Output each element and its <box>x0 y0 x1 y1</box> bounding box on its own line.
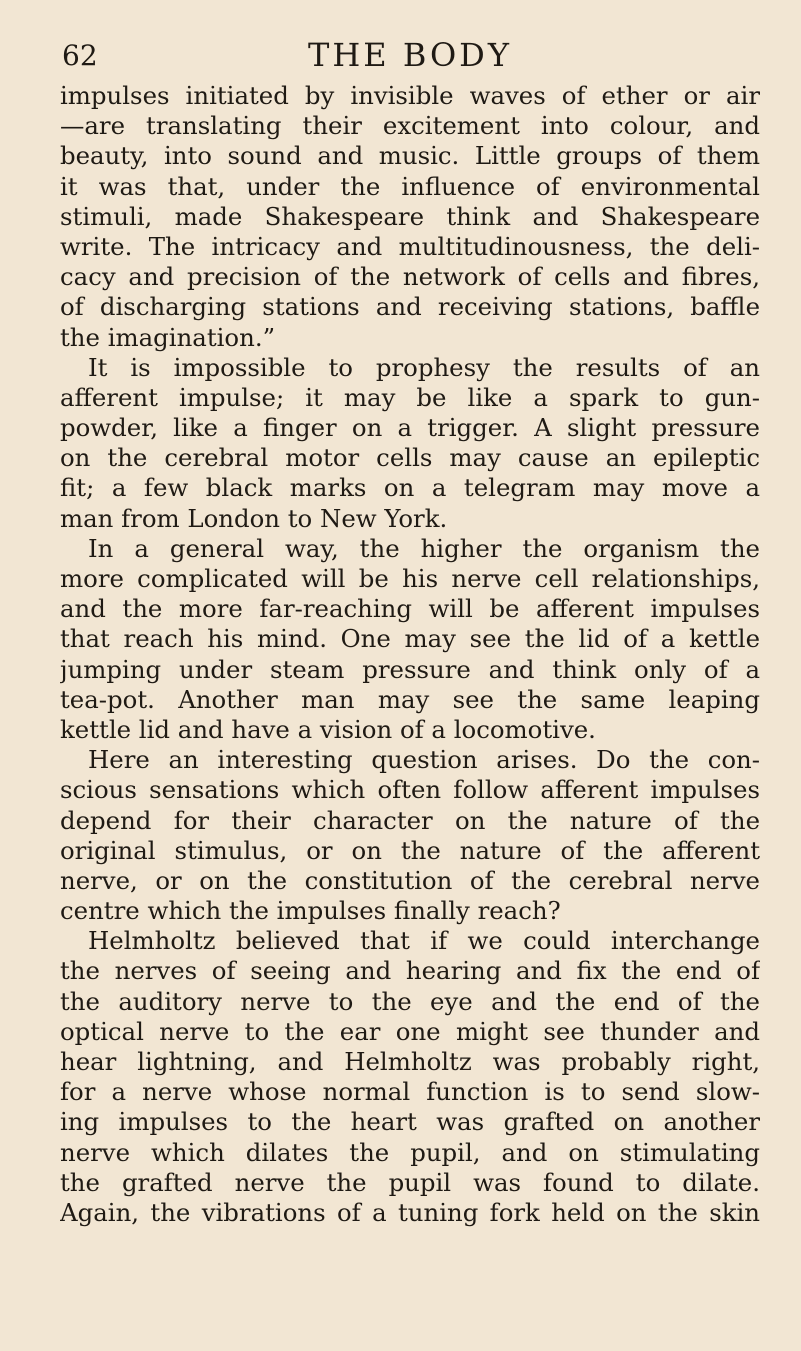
text-line: nerve which dilates the pupil, and on stimulating <box>60 1137 760 1167</box>
text-line: and the more far-reaching will be afferent impulses <box>60 594 760 624</box>
text-line: impulses initiated by invisible waves of ether or air <box>60 81 760 110</box>
text-line: jumping under steam pressure and think only of a <box>60 654 760 684</box>
text-line: the grafted nerve the pupil was found to dilate. <box>60 1167 760 1197</box>
text-line: on the cerebral motor cells may cause an epileptic <box>60 443 760 473</box>
text-line: depend for their character on the nature of the <box>60 805 760 835</box>
text-line: afferent impulse; it may be like a spark to gun- <box>60 382 760 412</box>
text-line: stimuli, made Shakespeare think and Shakespeare <box>60 201 760 231</box>
text-line: that reach his mind. One may see the lid of a kettle <box>60 624 760 654</box>
text-line: the auditory nerve to the eye and the end of the <box>60 986 760 1016</box>
text-line: man from London to New York. <box>60 503 448 533</box>
text-line: powder, like a finger on a trigger. A slight pressure <box>60 413 760 443</box>
text-line: cacy and precision of the network of cells and fibres, <box>60 262 760 292</box>
text-line: ing impulses to the heart was grafted on another <box>60 1107 760 1137</box>
text-line: centre which the impulses finally reach? <box>60 896 561 926</box>
text-line: —are translating their excitement into colour, and <box>60 111 760 141</box>
text-line: original stimulus, or on the nature of the afferent <box>60 835 760 865</box>
text-line: Again, the vibrations of a tuning fork held on the skin <box>60 1197 760 1227</box>
text-line: Helmholtz believed that if we could interchange <box>88 926 760 956</box>
text-line: Here an interesting question arises. Do the con- <box>88 745 760 775</box>
text-line: tea-pot. Another man may see the same leaping <box>60 684 760 714</box>
text-line: optical nerve to the ear one might see thunder and <box>60 1016 760 1046</box>
text-line: It is impossible to prophesy the results of an <box>88 352 760 382</box>
text-line: it was that, under the influence of environmental <box>60 171 760 201</box>
text-line: beauty, into sound and music. Little groups of them <box>60 141 760 171</box>
text-line: fit; a few black marks on a telegram may move a <box>60 473 760 503</box>
text-line: kettle lid and have a vision of a locomotive. <box>60 714 596 744</box>
page-number: 62 <box>62 39 98 72</box>
text-line: the imagination.” <box>60 322 276 352</box>
body-text <box>60 81 760 1228</box>
running-title: THE BODY <box>308 36 512 74</box>
text-line: nerve, or on the constitution of the cerebral nerve <box>60 865 760 895</box>
text-line: for a nerve whose normal function is to send slow- <box>60 1077 760 1107</box>
text-line: write. The intricacy and multitudinousness, the deli- <box>60 231 760 261</box>
text-line: of discharging stations and receiving stations, baffle <box>60 292 760 322</box>
page-header <box>60 30 760 80</box>
text-line: the nerves of seeing and hearing and fix the end of <box>60 956 760 986</box>
text-line: more complicated will be his nerve cell relationships, <box>60 564 760 593</box>
text-line: hear lightning, and Helmholtz was probably right, <box>60 1047 760 1076</box>
text-line: In a general way, the higher the organism the <box>88 533 760 563</box>
text-line: scious sensations which often follow afferent impulses <box>60 775 760 805</box>
